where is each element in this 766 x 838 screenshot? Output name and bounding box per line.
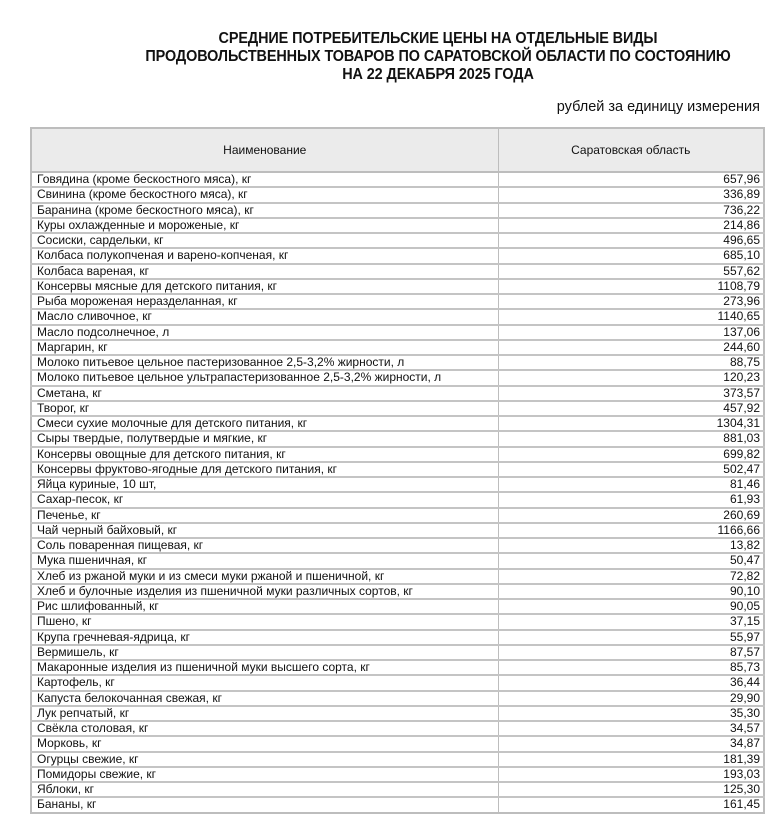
- table-row: [31, 340, 764, 355]
- product-name-cell: Сметана, кг: [31, 386, 498, 401]
- price-cell: 273,96: [498, 294, 764, 309]
- product-name-cell: Масло сливочное, кг: [31, 309, 498, 324]
- product-name-cell: Мука пшеничная, кг: [31, 553, 498, 568]
- table-row: [31, 614, 764, 629]
- table-row: [31, 721, 764, 736]
- price-cell: 72,82: [498, 569, 764, 584]
- price-cell: 1108,79: [498, 279, 764, 294]
- price-cell: 161,45: [498, 797, 764, 812]
- table-row: [31, 508, 764, 523]
- product-name-cell: Помидоры свежие, кг: [31, 767, 498, 782]
- product-name-cell: Творог, кг: [31, 401, 498, 416]
- title-line-2: ПРОДОВОЛЬСТВЕННЫХ ТОВАРОВ ПО САРАТОВСКОЙ ОБЛАСТИ ПО СОСТОЯНИЮ: [145, 48, 731, 65]
- table-row: [31, 355, 764, 370]
- table-row: [31, 752, 764, 767]
- product-name-cell: Лук репчатый, кг: [31, 706, 498, 721]
- price-cell: 214,86: [498, 218, 764, 233]
- table-row: [31, 248, 764, 263]
- product-name-cell: Яблоки, кг: [31, 782, 498, 797]
- price-cell: 90,05: [498, 599, 764, 614]
- table-row: [31, 599, 764, 614]
- product-name-cell: Колбаса вареная, кг: [31, 264, 498, 279]
- product-name-cell: Молоко питьевое цельное ультрапастеризованное 2,5-3,2% жирности, л: [31, 370, 498, 385]
- product-name-cell: Пшено, кг: [31, 614, 498, 629]
- table-row: [31, 416, 764, 431]
- price-cell: 55,97: [498, 630, 764, 645]
- table-row: [31, 767, 764, 782]
- table-row: [31, 294, 764, 309]
- table-row: [31, 462, 764, 477]
- price-table: [30, 127, 765, 814]
- product-name-cell: Хлеб и булочные изделия из пшеничной муки различных сортов, кг: [31, 584, 498, 599]
- table-row: [31, 264, 764, 279]
- price-cell: 496,65: [498, 233, 764, 248]
- price-cell: 260,69: [498, 508, 764, 523]
- price-cell: 1140,65: [498, 309, 764, 324]
- product-name-cell: Макаронные изделия из пшеничной муки высшего сорта, кг: [31, 660, 498, 675]
- product-name-cell: Чай черный байховый, кг: [31, 523, 498, 538]
- product-name-cell: Говядина (кроме бескостного мяса), кг: [31, 172, 498, 187]
- table-row: [31, 325, 764, 340]
- table-row: [31, 431, 764, 446]
- price-cell: 81,46: [498, 477, 764, 492]
- product-name-cell: Хлеб из ржаной муки и из смеси муки ржаной и пшеничной, кг: [31, 569, 498, 584]
- table-row: [31, 538, 764, 553]
- price-cell: 699,82: [498, 447, 764, 462]
- table-row: [31, 477, 764, 492]
- price-cell: 137,06: [498, 325, 764, 340]
- product-name-cell: Рыба мороженая неразделанная, кг: [31, 294, 498, 309]
- price-cell: 35,30: [498, 706, 764, 721]
- product-name-cell: Консервы овощные для детского питания, кг: [31, 447, 498, 462]
- table-row: [31, 172, 764, 187]
- price-cell: 13,82: [498, 538, 764, 553]
- product-name-cell: Соль поваренная пищевая, кг: [31, 538, 498, 553]
- price-cell: 881,03: [498, 431, 764, 446]
- product-name-cell: Смеси сухие молочные для детского питания, кг: [31, 416, 498, 431]
- price-cell: 557,62: [498, 264, 764, 279]
- price-cell: 244,60: [498, 340, 764, 355]
- table-row: [31, 492, 764, 507]
- price-cell: 373,57: [498, 386, 764, 401]
- table-row: [31, 706, 764, 721]
- product-name-cell: Сосиски, сардельки, кг: [31, 233, 498, 248]
- table-row: [31, 675, 764, 690]
- table-row: [31, 386, 764, 401]
- product-name-cell: Молоко питьевое цельное пастеризованное 2,5-3,2% жирности, л: [31, 355, 498, 370]
- table-row: [31, 309, 764, 324]
- title-line-3: НА 22 ДЕКАБРЯ 2025 ГОДА: [342, 66, 534, 83]
- product-name-cell: Сахар-песок, кг: [31, 492, 498, 507]
- price-cell: 50,47: [498, 553, 764, 568]
- table-row: [31, 523, 764, 538]
- table-row: [31, 218, 764, 233]
- product-name-cell: Сыры твердые, полутвердые и мягкие, кг: [31, 431, 498, 446]
- table-body: [31, 172, 764, 813]
- price-cell: 336,89: [498, 187, 764, 202]
- table-row: [31, 553, 764, 568]
- table-row: [31, 279, 764, 294]
- price-cell: 88,75: [498, 355, 764, 370]
- price-cell: 502,47: [498, 462, 764, 477]
- table-row: [31, 447, 764, 462]
- product-name-cell: Бананы, кг: [31, 797, 498, 812]
- price-cell: 87,57: [498, 645, 764, 660]
- column-header-name: Наименование: [31, 128, 498, 172]
- price-cell: 181,39: [498, 752, 764, 767]
- price-cell: 125,30: [498, 782, 764, 797]
- price-cell: 193,03: [498, 767, 764, 782]
- table-row: [31, 645, 764, 660]
- units-caption: рублей за единицу измерения: [556, 99, 760, 115]
- product-name-cell: Баранина (кроме бескостного мяса), кг: [31, 203, 498, 218]
- table-row: [31, 660, 764, 675]
- product-name-cell: Колбаса полукопченая и варено-копченая, кг: [31, 248, 498, 263]
- price-cell: 657,96: [498, 172, 764, 187]
- product-name-cell: Огурцы свежие, кг: [31, 752, 498, 767]
- product-name-cell: Рис шлифованный, кг: [31, 599, 498, 614]
- price-cell: 457,92: [498, 401, 764, 416]
- price-cell: 1166,66: [498, 523, 764, 538]
- product-name-cell: Печенье, кг: [31, 508, 498, 523]
- product-name-cell: Яйца куриные, 10 шт,: [31, 477, 498, 492]
- product-name-cell: Морковь, кг: [31, 736, 498, 751]
- product-name-cell: Консервы мясные для детского питания, кг: [31, 279, 498, 294]
- table-row: [31, 569, 764, 584]
- table-row: [31, 401, 764, 416]
- product-name-cell: Свёкла столовая, кг: [31, 721, 498, 736]
- table-row: [31, 370, 764, 385]
- product-name-cell: Крупа гречневая-ядрица, кг: [31, 630, 498, 645]
- table-row: [31, 584, 764, 599]
- price-cell: 1304,31: [498, 416, 764, 431]
- table-row: [31, 187, 764, 202]
- price-cell: 36,44: [498, 675, 764, 690]
- title-line-1: СРЕДНИЕ ПОТРЕБИТЕЛЬСКИЕ ЦЕНЫ НА ОТДЕЛЬНЫЕ ВИДЫ: [218, 30, 658, 47]
- table-row: [31, 736, 764, 751]
- price-cell: 685,10: [498, 248, 764, 263]
- column-header-region: Саратовская область: [498, 128, 764, 172]
- product-name-cell: Капуста белокочанная свежая, кг: [31, 691, 498, 706]
- price-cell: 90,10: [498, 584, 764, 599]
- table-row: [31, 782, 764, 797]
- product-name-cell: Маргарин, кг: [31, 340, 498, 355]
- table-header-row: [31, 128, 764, 172]
- price-cell: 736,22: [498, 203, 764, 218]
- product-name-cell: Консервы фруктово-ягодные для детского питания, кг: [31, 462, 498, 477]
- table-row: [31, 691, 764, 706]
- table-row: [31, 797, 764, 812]
- price-cell: 29,90: [498, 691, 764, 706]
- table-row: [31, 233, 764, 248]
- price-cell: 34,57: [498, 721, 764, 736]
- price-cell: 34,87: [498, 736, 764, 751]
- document-title: [133, 30, 743, 84]
- product-name-cell: Свинина (кроме бескостного мяса), кг: [31, 187, 498, 202]
- table-row: [31, 203, 764, 218]
- product-name-cell: Картофель, кг: [31, 675, 498, 690]
- price-cell: 37,15: [498, 614, 764, 629]
- product-name-cell: Масло подсолнечное, л: [31, 325, 498, 340]
- product-name-cell: Куры охлажденные и мороженые, кг: [31, 218, 498, 233]
- price-cell: 61,93: [498, 492, 764, 507]
- table-row: [31, 630, 764, 645]
- product-name-cell: Вермишель, кг: [31, 645, 498, 660]
- price-cell: 120,23: [498, 370, 764, 385]
- price-cell: 85,73: [498, 660, 764, 675]
